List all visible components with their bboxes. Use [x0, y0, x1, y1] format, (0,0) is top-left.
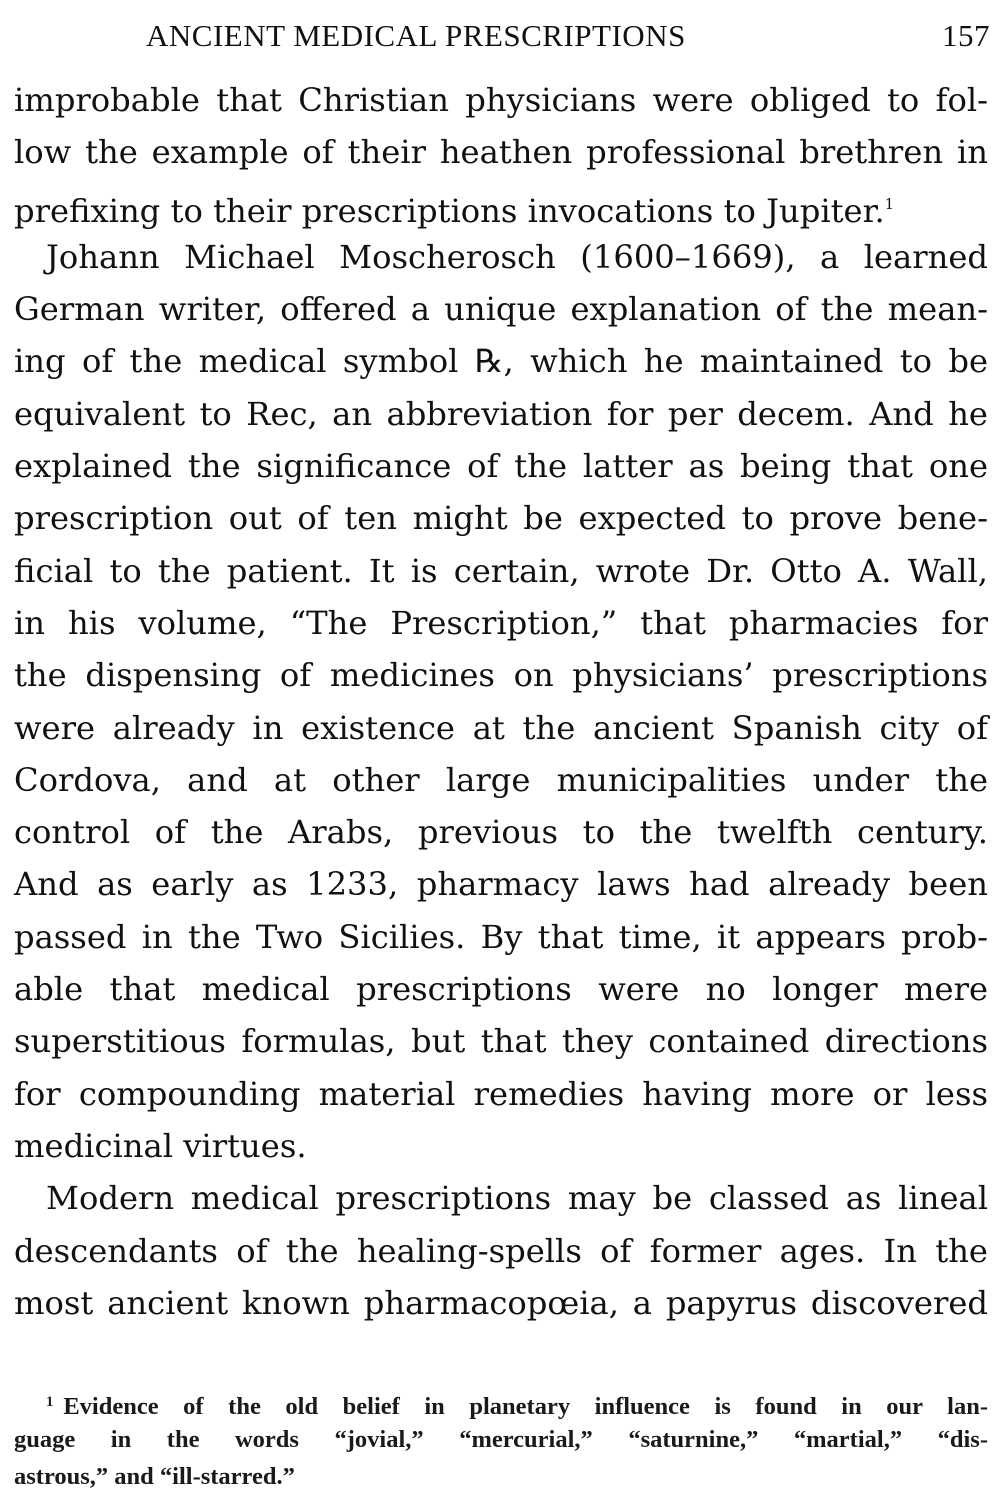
- text-line: ing of the medical symbol ℞, which he maintained to be: [14, 342, 988, 381]
- text-line: able that medical prescriptions were no longer mere: [14, 970, 988, 1009]
- text-line: the dispensing of medicines on physicians’ prescriptions: [14, 656, 988, 695]
- text-line: Modern medical prescriptions may be classed as lineal: [46, 1179, 988, 1218]
- footnote: [14, 1384, 988, 1495]
- text-line: prescription out of ten might be expected to prove bene-: [14, 499, 988, 538]
- text-line: Johann Michael Moscherosch (1600–1669), a learned: [46, 237, 988, 276]
- footnote-line-content: Evidence of the old belief in planetary influence is found in our lan-: [63, 1393, 988, 1421]
- text-line: most ancient known pharmacopœia, a papyrus discovered: [14, 1283, 988, 1322]
- text-line: were already in existence at the ancient Spanish city of: [14, 708, 988, 747]
- running-head: [146, 14, 990, 60]
- running-title: ANCIENT MEDICAL PRESCRIPTIONS: [146, 18, 686, 53]
- text-line: And as early as 1233, pharmacy laws had already been: [14, 865, 988, 904]
- text-line: passed in the Two Sicilies. By that time, it appears prob-: [14, 917, 988, 956]
- footnote-line: guage in the words “jovial,” “mercurial,” “saturnine,” “martial,” “dis-: [14, 1426, 988, 1453]
- text-line: for compounding material remedies having more or less: [14, 1074, 988, 1113]
- text-line: improbable that Christian physicians were obliged to fol-: [14, 81, 988, 119]
- text-line: German writer, offered a unique explanation of the mean-: [14, 290, 988, 329]
- text-line-content: prefixing to their prescriptions invocations to Jupiter.: [14, 191, 885, 230]
- text-line: superstitious formulas, but that they contained directions: [14, 1022, 988, 1061]
- page-number: 157: [942, 18, 990, 53]
- text-line: equivalent to Rec, an abbreviation for per decem. And he: [14, 394, 988, 433]
- text-line: [14, 179, 988, 231]
- footnote-line: astrous,” and “ill-starred.”: [14, 1463, 295, 1490]
- footnote-reference: 1: [884, 196, 894, 213]
- text-line: descendants of the healing-spells of former ages. In the: [14, 1231, 988, 1270]
- text-line: explained the significance of the latter as being that one: [14, 447, 988, 486]
- body-text: [14, 74, 988, 1329]
- text-line: low the example of their heathen professional brethren in: [14, 133, 988, 172]
- text-line: ficial to the patient. It is certain, wrote Dr. Otto A. Wall,: [14, 551, 988, 590]
- text-line: medicinal virtues.: [14, 1126, 307, 1165]
- text-line: in his volume, “The Prescription,” that pharmacies for: [14, 603, 988, 642]
- footnote-line: [14, 1384, 988, 1421]
- footnote-marker: 1: [46, 1394, 54, 1410]
- text-line: Cordova, and at other large municipalities under the: [14, 760, 988, 799]
- text-line: control of the Arabs, previous to the twelfth century.: [14, 813, 988, 852]
